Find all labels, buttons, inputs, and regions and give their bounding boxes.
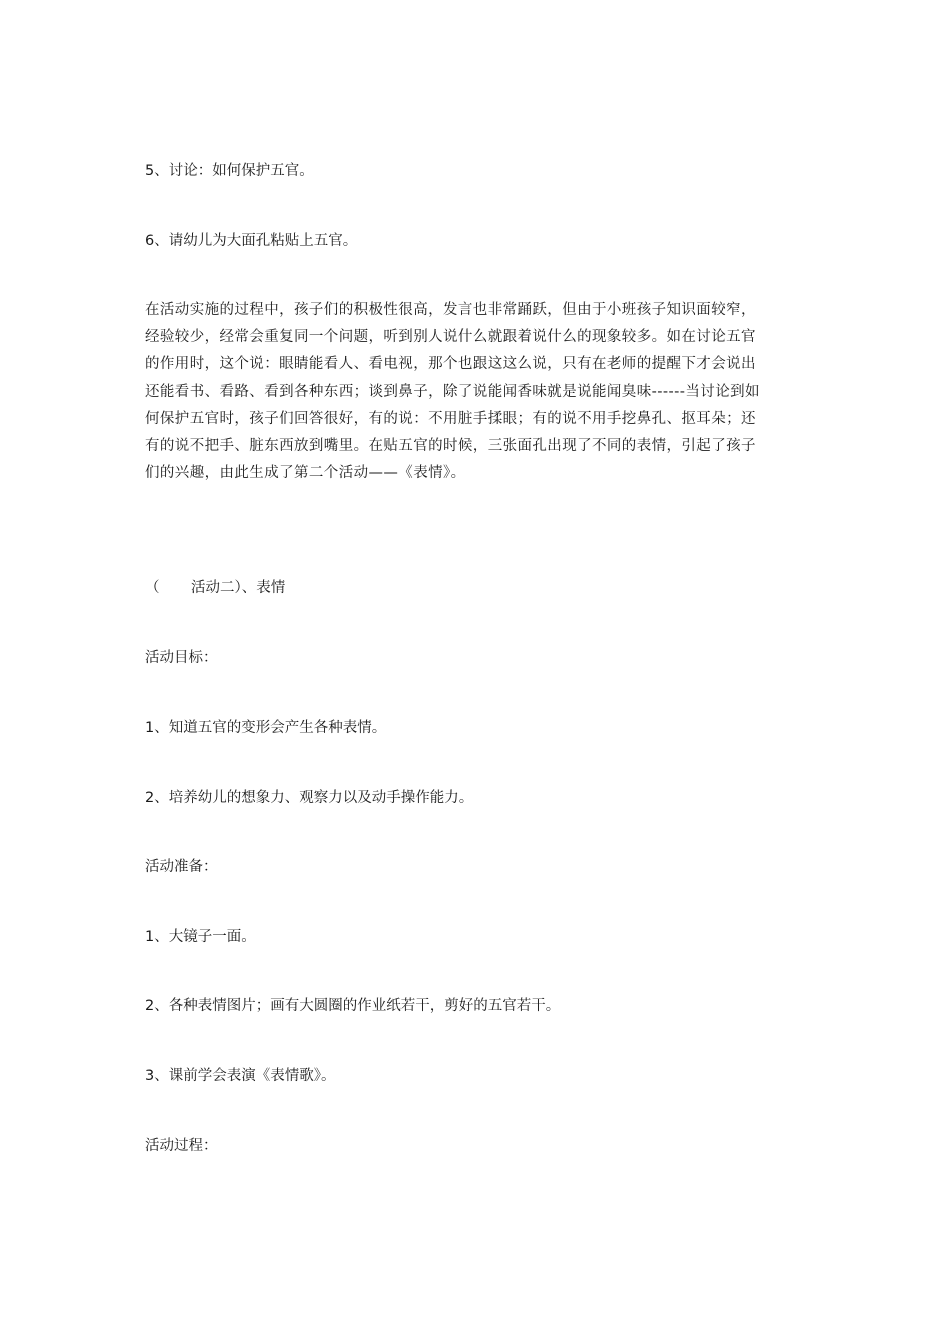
goal-item: 2、培养幼儿的想象力、观察力以及动手操作能力。 bbox=[145, 790, 474, 806]
goals-label: 活动目标： bbox=[145, 650, 218, 666]
activity2-heading bbox=[145, 578, 285, 598]
discussion-step-5: 5、讨论：如何保护五官。 bbox=[145, 163, 314, 179]
reflection-line: 还能看书、看路、看到各种东西；谈到鼻子，除了说能闻香味就是说能闻臭味------当讨论到如 bbox=[145, 383, 760, 400]
reflection-paragraph bbox=[145, 297, 805, 487]
reflection-line: 有的说不把手、脏东西放到嘴里。在贴五官的时候，三张面孔出现了不同的表情，引起了孩子 bbox=[145, 438, 756, 455]
goal-item: 1、知道五官的变形会产生各种表情。 bbox=[145, 720, 387, 736]
reflection-line: 经验较少，经常会重复同一个问题，听到别人说什么就跟着说什么的现象较多。如在讨论五官 bbox=[145, 329, 756, 346]
reflection-line: 的作用时，这个说：眼睛能看人、看电视，那个也跟这这么说，只有在老师的提醒下才会说出 bbox=[145, 356, 756, 373]
prep-label: 活动准备： bbox=[145, 859, 218, 875]
prep-item: 1、大镜子一面。 bbox=[145, 929, 256, 945]
reflection-line: 在活动实施的过程中，孩子们的积极性很高，发言也非常踊跃，但由于小班孩子知识面较窄， bbox=[145, 302, 756, 318]
prep-item: 3、课前学会表演《表情歌》。 bbox=[145, 1068, 336, 1084]
process-label: 活动过程： bbox=[145, 1138, 218, 1154]
activity2-title: 活动二）、表情 bbox=[191, 580, 286, 596]
prep-item: 2、各种表情图片；画有大圆圈的作业纸若干，剪好的五官若干。 bbox=[145, 998, 561, 1014]
activity2-paren: （ bbox=[145, 580, 160, 596]
reflection-line: 们的兴趣，由此生成了第二个活动——《表情》。 bbox=[145, 465, 466, 482]
reflection-line: 何保护五官时，孩子们回答很好，有的说：不用脏手揉眼；有的说不用手挖鼻孔、抠耳朵；还 bbox=[145, 410, 756, 427]
discussion-step-6: 6、请幼儿为大面孔粘贴上五官。 bbox=[145, 233, 358, 249]
